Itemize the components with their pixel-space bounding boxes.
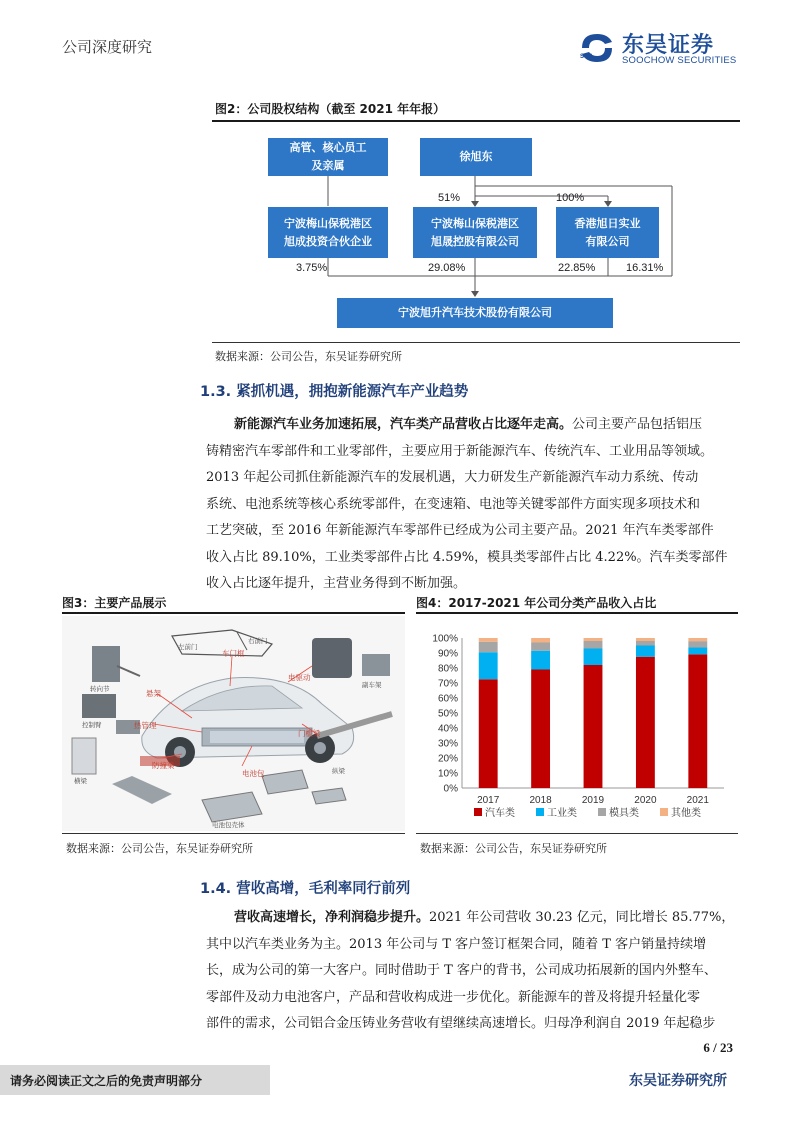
section-1-4-lead-tail: 2021 年公司营收 30.23 亿元，同比增长 85.77%，: [429, 910, 735, 925]
section-1-3-body: [206, 412, 742, 598]
bar-segment: [688, 654, 707, 788]
section-1-4-body: [206, 905, 742, 1038]
bar-segment: [584, 641, 603, 649]
bar-segment: [636, 657, 655, 788]
legend-swatch: [474, 808, 482, 816]
section-1-3-heading: 1.3. 紧抓机遇，拥抱新能源汽车产业趋势: [200, 384, 469, 400]
para-line: 铸精密汽车零部件和工业零部件，主要应用于新能源汽车、传统汽车、工业用品等领域。: [206, 443, 714, 459]
section-1-3-lead-tail: 公司主要产品包括铝压: [572, 417, 703, 432]
figure4-top-rule: [416, 612, 738, 614]
figure3-bottom-rule: [62, 833, 405, 834]
x-tick-label: 2021: [686, 795, 709, 806]
revenue-share-chart: [416, 616, 738, 831]
pct-hk: 22.85%: [558, 262, 596, 274]
bar-segment: [479, 652, 498, 679]
bar-segment: [479, 638, 498, 642]
legend-swatch: [598, 808, 606, 816]
bar-segment: [584, 649, 603, 666]
bar-segment: [479, 679, 498, 788]
legend-label: 模具类: [609, 808, 639, 819]
y-tick-label: 50%: [437, 708, 458, 720]
figure4-source: 数据来源：公司公告，东吴证券研究所: [420, 842, 607, 855]
label-longitudinal-beam: 纵梁: [332, 767, 345, 775]
para-line: 2013 年起公司抓住新能源汽车的发展机遇，大力研发生产新能源汽车动力系统、传动: [206, 470, 699, 485]
label-control-arm: 控制臂: [82, 721, 102, 729]
para-line: 收入占比 89.10%，工业类零部件占比 4.59%，模具类零部件占比 4.22%。汽车类零部件: [206, 549, 728, 565]
bar-segment: [636, 641, 655, 646]
header-category: 公司深度研究: [62, 38, 153, 56]
pct-xu-to-hk: 100%: [556, 192, 585, 204]
bar-segment: [584, 665, 603, 788]
bar-segment: [531, 651, 550, 670]
label-door-frame: 车门框: [222, 649, 245, 658]
section-1-3-lead: 新能源汽车业务加速拓展，汽车类产品营收占比逐年走高。: [234, 417, 573, 432]
label-e-drive: 电驱动: [288, 673, 311, 682]
legend-swatch: [536, 808, 544, 816]
x-tick-label: 2018: [529, 795, 552, 806]
bar-segment: [688, 647, 707, 654]
bar-segment: [636, 638, 655, 641]
label-knuckle: 转向节: [90, 685, 110, 693]
y-tick-label: 90%: [437, 648, 458, 660]
y-tick-label: 30%: [437, 738, 458, 750]
para-line: 系统、电池系统等核心系统零部件，在变速箱、电池等关键零部件方面实现多项技术和: [206, 496, 701, 512]
figure2-source: 数据来源：公司公告，东吴证券研究所: [215, 350, 402, 363]
legend-label: 工业类: [547, 808, 577, 819]
box-xusheng-holding: 宁波梅山保税港区 旭晟控股有限公司: [413, 207, 537, 258]
bar-segment: [479, 642, 498, 653]
pct-xucheng: 3.75%: [296, 262, 328, 274]
label-cross-beam: 横梁: [74, 777, 87, 785]
figure2-bottom-rule: [212, 342, 740, 343]
label-sill-beam: 门槛梁: [298, 729, 321, 738]
ownership-connectors: [0, 0, 793, 340]
bar-segment: [688, 638, 707, 641]
figure3-top-rule: [62, 612, 405, 614]
pct-holding: 29.08%: [428, 262, 466, 274]
legend-label: 汽车类: [485, 808, 515, 819]
label-left-front-door: 左前门: [178, 643, 198, 651]
para-line: 零部件及动力电池客户，产品和营收构成进一步优化。新能源车的普及将提升轻量化零: [206, 989, 701, 1005]
label-battery-housing: 电池包壳体: [212, 821, 245, 829]
para-line: 其中以汽车类业务为主。2013 年公司与 T 客户签订框架合同，随着 T 客户销量持续增: [206, 936, 707, 952]
bar-segment: [636, 646, 655, 657]
para-line: 部件的需求，公司铝合金压铸业务营收有望继续高速增长。归母净利润自 2019 年起稳步: [206, 1016, 716, 1031]
bar-segment: [531, 638, 550, 643]
disclaimer-band: [0, 1065, 270, 1095]
label-right-front-door: 右前门: [248, 637, 268, 645]
para-line: 收入占比逐年提升，主营业务得到不断加强。: [206, 576, 467, 591]
footer-institute: 东吴证券研究所: [629, 1073, 727, 1089]
para-line: 长，成为公司的第一大客户。同时借助于 T 客户的背书，公司成功拓展新的国内外整车、: [206, 963, 717, 978]
y-tick-label: 60%: [437, 693, 458, 705]
bar-segment: [531, 670, 550, 789]
y-tick-label: 0%: [443, 783, 458, 795]
para-line: 工艺突破，至 2016 年新能源汽车零部件已经成为公司主要产品。2021 年汽车类零部件: [206, 523, 714, 538]
pct-xu-to-holding: 51%: [438, 192, 461, 204]
y-tick-label: 20%: [437, 753, 458, 765]
figure2-title: 图2：公司股权结构（截至 2021 年年报）: [215, 102, 446, 116]
box-xu-xudong: 徐旭东: [420, 138, 532, 176]
y-tick-label: 10%: [437, 768, 458, 780]
pct-xu-direct: 16.31%: [626, 262, 664, 274]
figure4-bottom-rule: [416, 833, 738, 834]
section-1-4-first-line: [206, 905, 742, 932]
label-thermal: 热管理: [134, 721, 157, 730]
box-executives: 高管、核心员工 及亲属: [268, 138, 388, 176]
legend-label: 其他类: [671, 808, 701, 819]
bar-segment: [531, 643, 550, 651]
logo-chinese: 东吴证券: [622, 33, 715, 58]
section-1-4-heading: 1.4. 营收高增，毛利率同行前列: [200, 881, 411, 897]
label-suspension: 悬架: [146, 689, 161, 698]
figure3-title: 图3：主要产品展示: [62, 596, 167, 610]
x-tick-label: 2020: [634, 795, 657, 806]
section-1-3-first-line: [206, 412, 742, 439]
figure3-source: 数据来源：公司公告，东吴证券研究所: [66, 842, 253, 855]
bar-segment: [688, 641, 707, 647]
box-company: 宁波旭升汽车技术股份有限公司: [337, 298, 613, 328]
y-tick-label: 100%: [432, 633, 458, 645]
y-tick-label: 80%: [437, 663, 458, 675]
label-bumper-beam: 防撞梁: [152, 761, 175, 770]
page-number: 6 / 23: [703, 1040, 733, 1055]
logo-mark-text: SCS: [580, 54, 593, 60]
y-tick-label: 70%: [437, 678, 458, 690]
disclaimer-text: 请务必阅读正文之后的免责声明部分: [10, 1074, 203, 1088]
figure4-title: 图4：2017-2021 年公司分类产品收入占比: [416, 596, 657, 610]
box-xucheng-investment: 宁波梅山保税港区 旭成投资合伙企业: [268, 207, 388, 258]
logo-english: SOOCHOW SECURITIES: [622, 55, 737, 66]
y-tick-label: 40%: [437, 723, 458, 735]
x-tick-label: 2017: [477, 795, 500, 806]
bar-segment: [584, 638, 603, 641]
label-subframe: 副车架: [362, 681, 382, 689]
box-hk-xuri: 香港旭日实业 有限公司: [556, 207, 659, 258]
product-showcase-image: [62, 616, 405, 831]
x-tick-label: 2019: [581, 795, 605, 806]
label-battery-pack: 电池包: [242, 769, 265, 778]
legend-swatch: [660, 808, 668, 816]
section-1-4-lead: 营收高速增长，净利润稳步提升。: [234, 910, 430, 925]
